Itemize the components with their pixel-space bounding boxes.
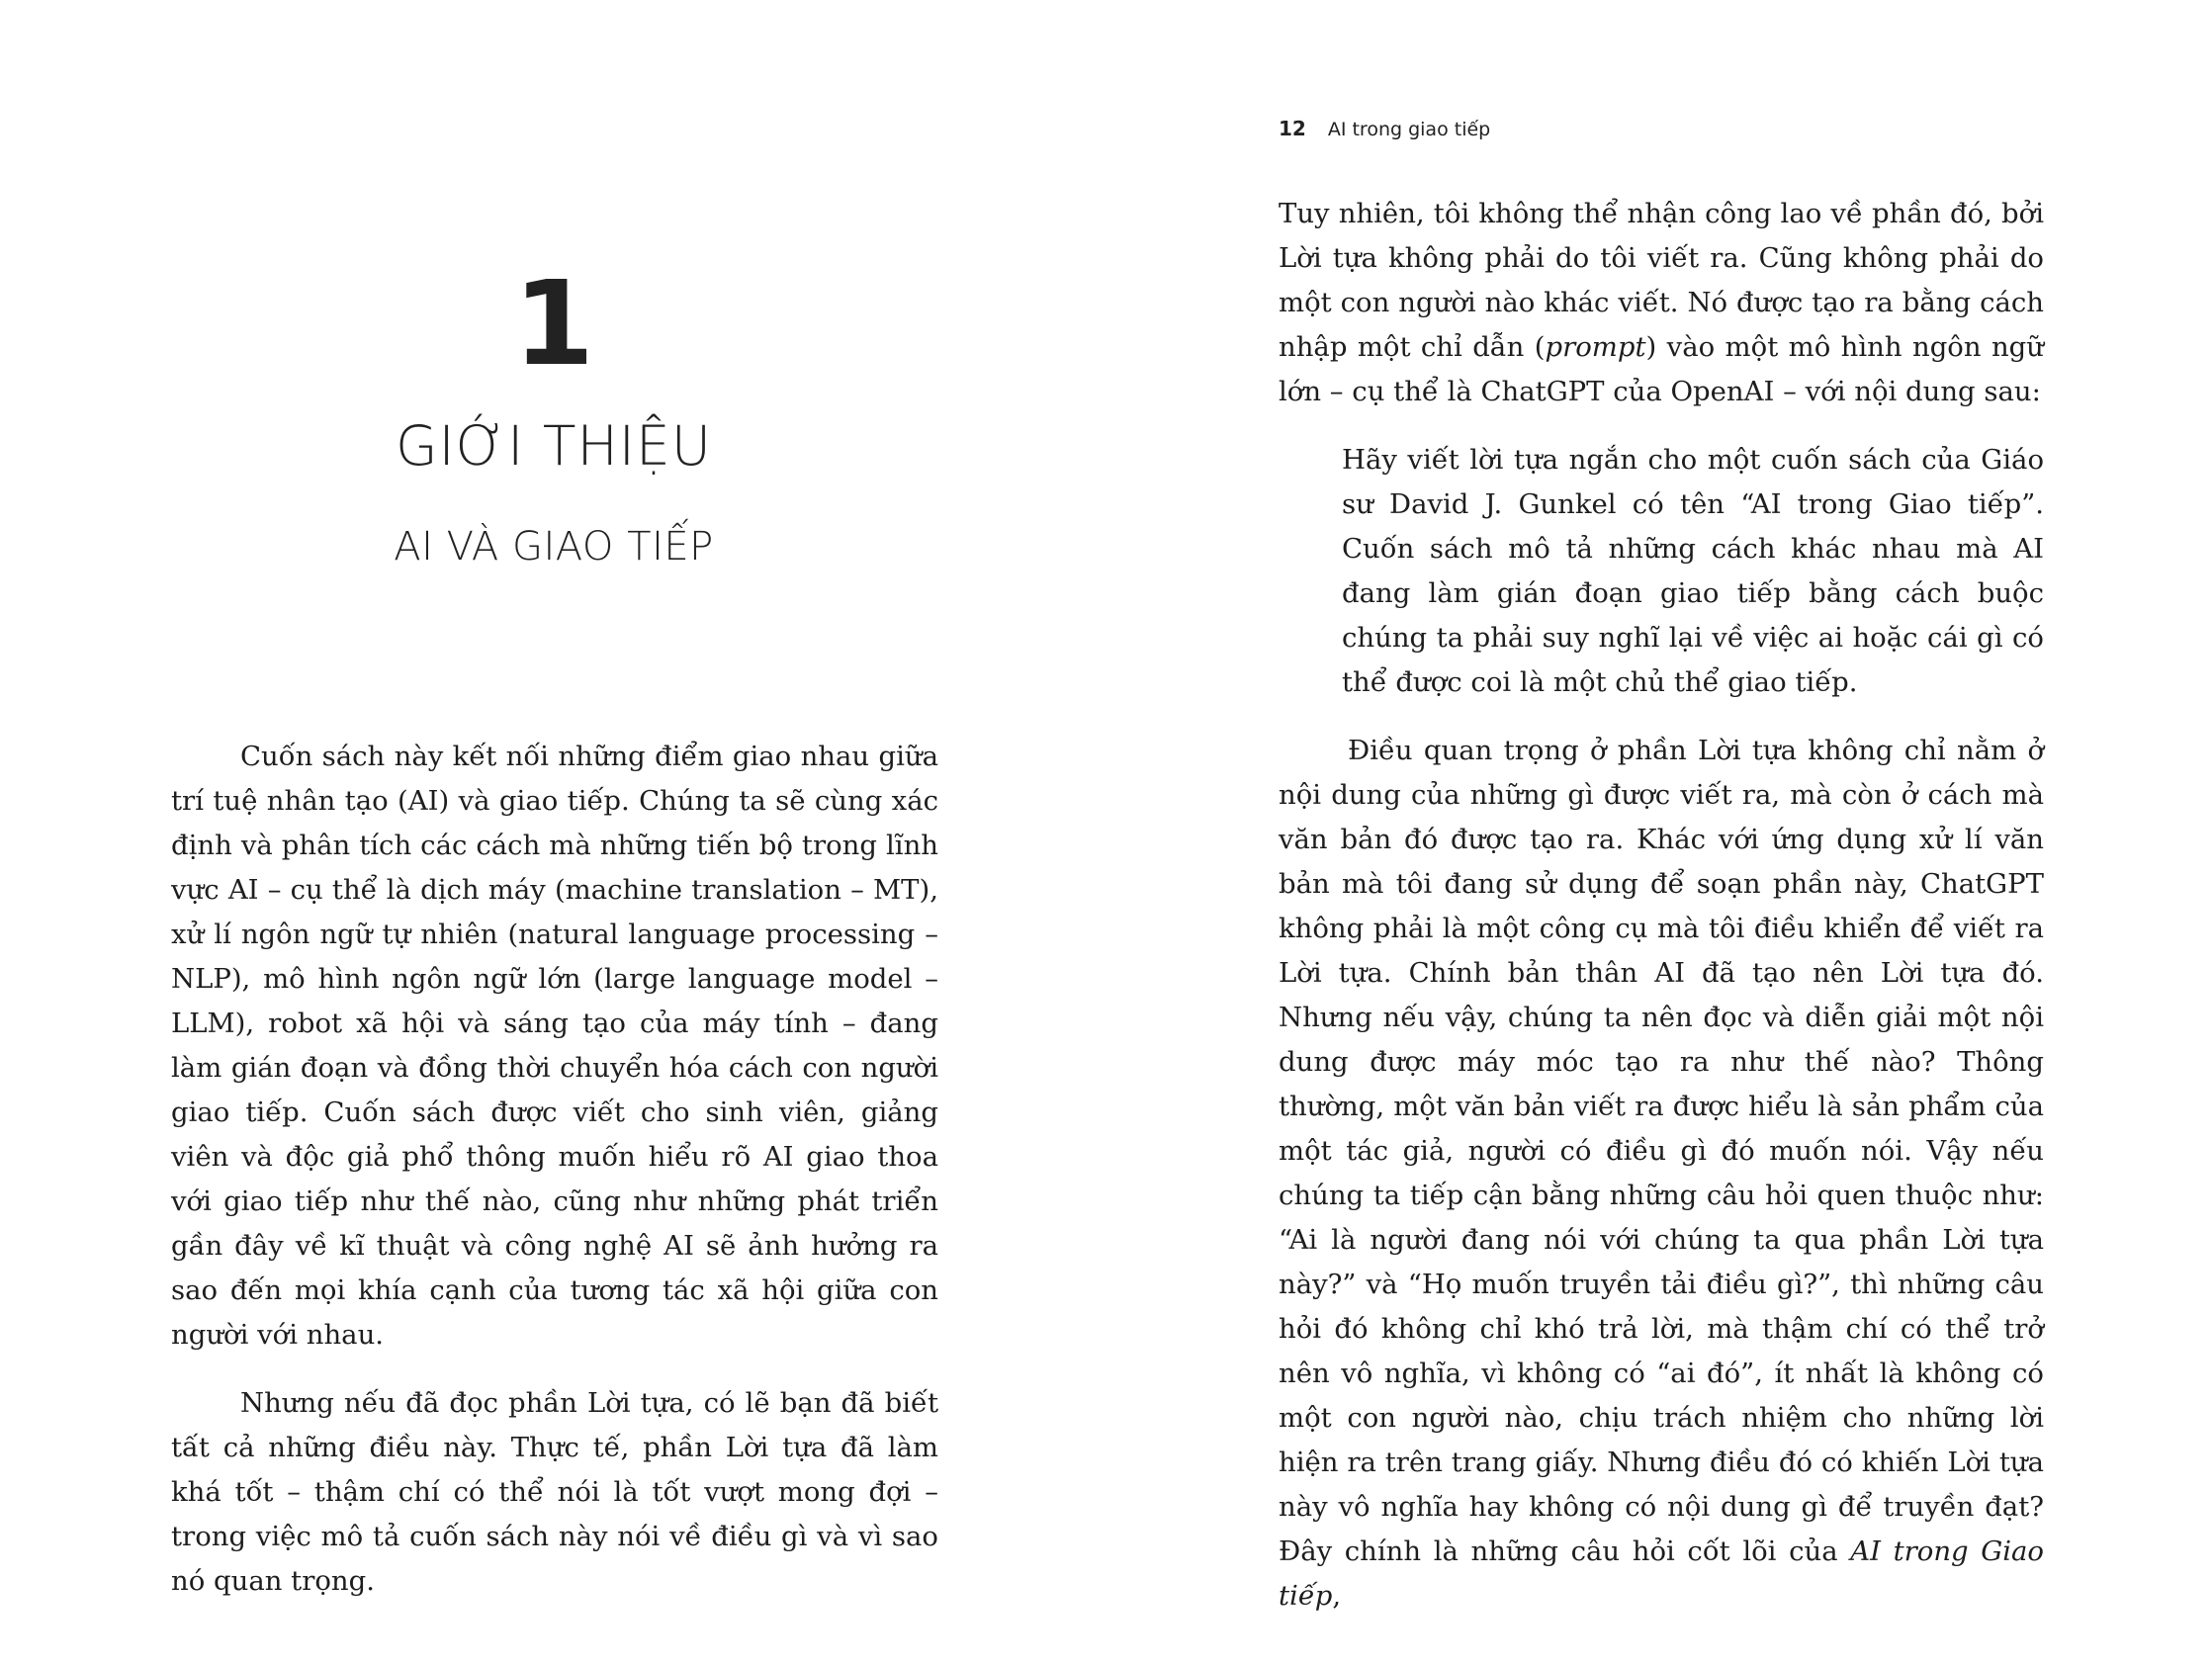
paragraph-text: ) vào một mô hình ngôn ngữ lớn – cụ thể là ChatGPT của OpenAI – với nội dung sau:: [1279, 331, 2044, 407]
right-body-text: [1279, 192, 2044, 1619]
paragraph-text: Điều quan trọng ở phần Lời tựa không chỉ nằm ở nội dung của những gì được viết ra, mà còn ở cách mà văn bản đó được tạo ra. Khác với ứng dụng xử lí văn bản mà tôi đang sử dụng để soạn phần này, ChatGPT không phải là một công cụ mà tôi điều khiển để viết ra Lời tựa. Chính bản thân AI đã tạo nên Lời tựa đó. Nhưng nếu vậy, chúng ta nên đọc và diễn giải một nội dung được máy móc tạo ra như thế nào? Thông thường, một văn bản viết ra được hiểu là sản phẩm của một tác giả, người có điều gì đó muốn nói. Vậy nếu chúng ta tiếp cận bằng những câu hỏi quen thuộc như: “Ai là người đang nói với chúng ta qua phần Lời tựa này?” và “Họ muốn truyền tải điều gì?”, thì những câu hỏi đó không chỉ khó trả lời, mà thậm chí có thể trở nên vô nghĩa, vì không có “ai đó”, ít nhất là không có một con người nào, chịu trách nhiệm cho những lời hiện ra trên trang giấy. Nhưng điều đó có khiến Lời tựa này vô nghĩa hay không có nội dung gì để truyền đạt? Đây chính là những câu hỏi cốt lõi của: [1279, 735, 2044, 1567]
chapter-number: 1: [512, 255, 595, 392]
block-quote: Hãy viết lời tựa ngắn cho một cuốn sách của Giáo sư David J. Gunkel có tên “AI trong Giao tiếp”. Cuốn sách mô tả những cách khác nhau mà AI đang làm gián đoạn giao tiếp bằng cách buộc chúng ta phải suy nghĩ lại về việc ai hoặc cái gì có thể được coi là một chủ thể giao tiếp.: [1342, 444, 2044, 698]
running-head: [1279, 117, 1490, 140]
right-page: [1106, 0, 2212, 1667]
page-number: 12: [1279, 117, 1306, 140]
italic-book-title: AI trong Giao tiếp: [1279, 1535, 2044, 1612]
paragraph: Nhưng nếu đã đọc phần Lời tựa, có lẽ bạn đã biết tất cả những điều này. Thực tế, phần Lời tựa đã làm khá tốt – thậm chí có thể nói là tốt vượt mong đợi – trong việc mô tả cuốn sách này nói về điều gì và vì sao nó quan trọng.: [171, 1387, 938, 1597]
paragraph-text: ,: [1332, 1580, 1342, 1612]
paragraph: Cuốn sách này kết nối những điểm giao nhau giữa trí tuệ nhân tạo (AI) và giao tiếp. Chúng ta sẽ cùng xác định và phân tích các cách mà những tiến bộ trong lĩnh vực AI – cụ thể là dịch máy (machine translation – MT), xử lí ngôn ngữ tự nhiên (natural language processing – NLP), mô hình ngôn ngữ lớn (large language model – LLM), robot xã hội và sáng tạo của máy tính – đang làm gián đoạn và đồng thời chuyển hóa cách con người giao tiếp. Cuốn sách được viết cho sinh viên, giảng viên và độc giả phổ thông muốn hiểu rõ AI giao thoa với giao tiếp như thế nào, cũng như những phát triển gần đây về kĩ thuật và công nghệ AI sẽ ảnh hưởng ra sao đến mọi khía cạnh của tương tác xã hội giữa con người với nhau.: [171, 741, 938, 1351]
paragraph: [1279, 729, 2044, 1619]
chapter-subtitle: AI VÀ GIAO TIẾP: [394, 524, 714, 570]
paragraph: [1279, 192, 2044, 414]
running-title: AI trong giao tiếp: [1327, 119, 1491, 140]
paragraph-text: Tuy nhiên, tôi không thể nhận công lao về phần đó, bởi Lời tựa không phải do tôi viết ra. Cũng không phải do một con người nào khác viết. Nó được tạo ra bằng cách nhập một chỉ dẫn (: [1279, 198, 2044, 363]
left-body-text: [171, 735, 938, 1604]
italic-term: prompt: [1545, 331, 1646, 363]
chapter-title: GIỚI THIỆU: [395, 414, 713, 478]
